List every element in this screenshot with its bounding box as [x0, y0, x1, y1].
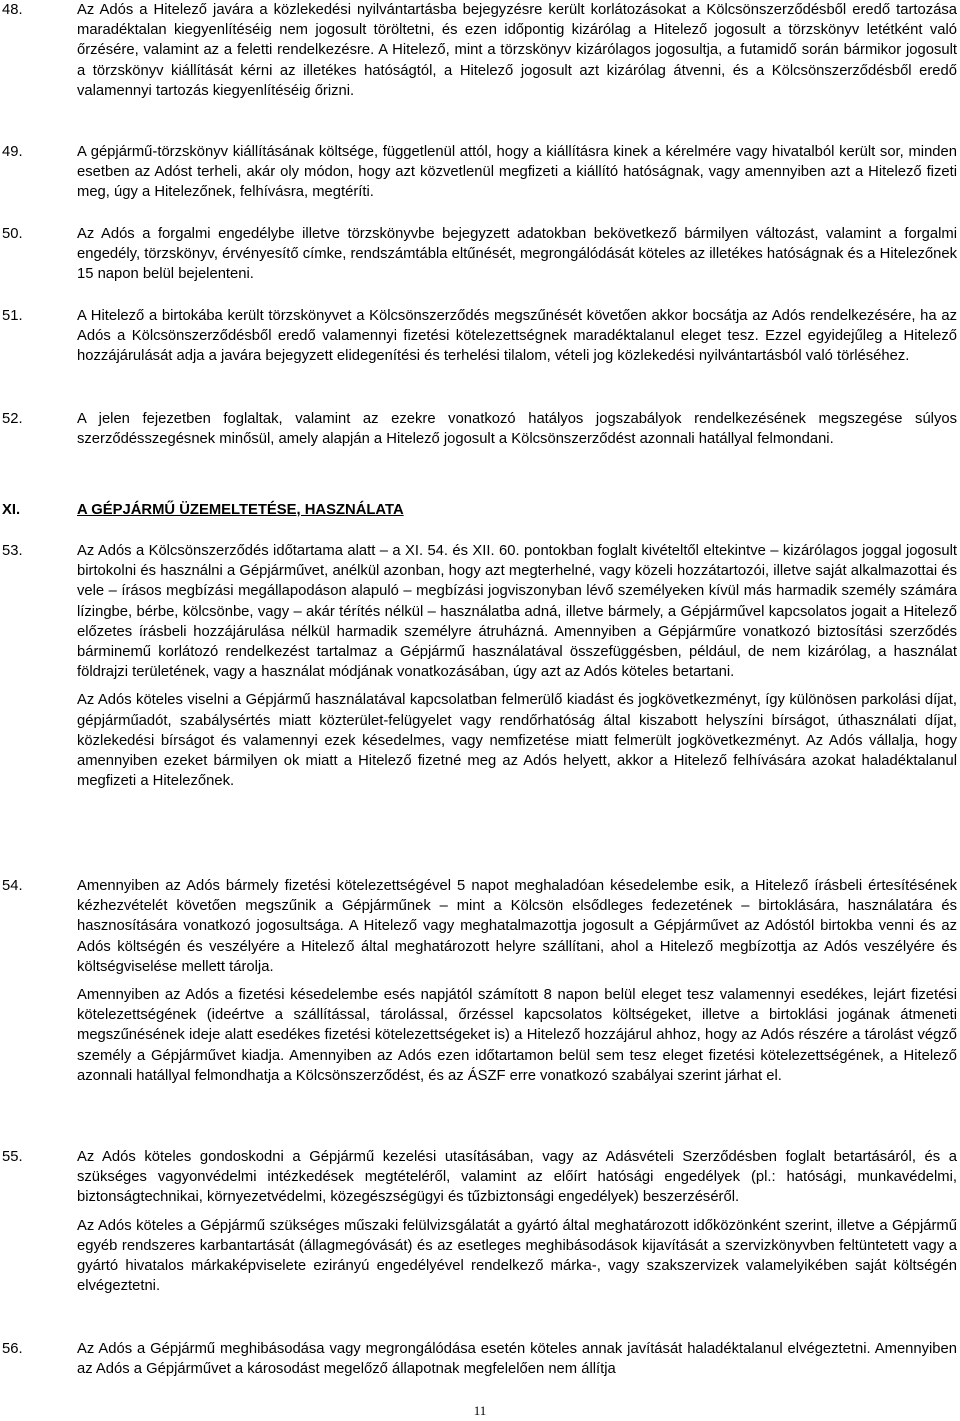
clause-body	[77, 876, 957, 1086]
clause-number: 50.	[2, 226, 23, 242]
clause-number: 56.	[2, 1341, 23, 1357]
clause-body	[77, 306, 957, 367]
clause-body	[77, 142, 957, 203]
clause-body	[77, 409, 957, 449]
clause-paragraph: A jelen fejezetben foglaltak, valamint az ezekre vonatkozó hatályos jogszabályok rendelkezésének megszegése súlyos szerződésszegésnek minősül, amely alapján a Hitelező jogosult a Kölcsönszerződést azonnali hatállyal felmondani.	[77, 411, 957, 448]
clause-paragraph: Az Adós köteles gondoskodni a Gépjármű kezelési utasításában, vagy az Adásvételi Szerződésben foglalt betartásáról, és a szükséges vagyonvédelmi intézkedések megtételéről, valamint az előírt hatósági engedélyek (pl.: hatósági, munkavédelmi, biztonságtechnikai, környezetvédelmi, közegészségügyi és tűzbiztonsági engedélyek) beszerzéséről.	[77, 1149, 957, 1206]
clause-body	[77, 541, 957, 791]
clause-paragraph: A Hitelező a birtokába került törzskönyvet a Kölcsönszerződés megszűnését követően akkor bocsátja az Adós rendelkezésére, ha az Adós a Kölcsönszerződésből eredő valamennyi fizetési kötelezettségnek maradéktalanul eleget tesz. Ezzel egyidejűleg a Hitelező hozzájárulását adja a javára bejegyzett elidegenítési és terhelési tilalom, vételi jog közlekedési nyilvántartásból való törléséhez.	[77, 308, 957, 365]
clause-number: 54.	[2, 878, 23, 894]
section-number: XI.	[2, 502, 21, 518]
clause-paragraph: Amennyiben az Adós bármely fizetési kötelezettségével 5 napot meghaladóan késedelembe esik, a Hitelező írásbeli értesítésének kézhezvételét követően megszűnik a Gépjárműnek – mint a Kölcsön elsődleges fedezetének – birtoklására, használatára és hasznosítására vonatkozó jogosultsága. A Hitelező vagy meghatalmazottja jogosult a Gépjárművet az Adóstól birtokba venni és az Adós költségén és veszélyére a Hitelező által meghatározott helyre szállítani, ahol a Hitelező megbízottja az Adós veszélyére és költségviselése mellett tárolja.	[77, 878, 957, 975]
clause-number: 53.	[2, 543, 23, 559]
clause-paragraph: Az Adós köteles viselni a Gépjármű használatával kapcsolatban felmerülő kiadást és jogkövetkezményt, így különösen parkolási díjat, gépjárműadót, szabálysértés miatt közterület-felügyelet vagy rendőrhatóság által kiszabott helyszíni bírságot, úthasználati díjat, közlekedési bírságot és valamennyi ezek késedelmes, vagy nemfizetése miatt felmerült jogkövetkezményt. Az Adós vállalja, hogy amennyiben ezeket bármilyen ok miatt a Hitelező fizetné meg az Adós helyett, akkor a Hitelező felhívására azokat haladéktalanul megfizeti a Hitelezőnek.	[77, 692, 957, 790]
page-number: 11	[473, 1403, 487, 1418]
clause-body	[77, 1147, 957, 1296]
clause-body	[77, 0, 957, 101]
clause-paragraph: A gépjármű-törzskönyv kiállításának költsége, függetlenül attól, hogy a kiállításra kinek a kérelmére vagy hivatalból került sor, minden esetben az Adóst terheli, akár oly módon, hogy azt közvetlenül megfizeti a kiállító hatóságnak, vagy amennyiben azt a Hitelező fizeti meg, úgy a Hitelezőnek, felhívásra, megtéríti.	[77, 144, 957, 201]
clause-number: 51.	[2, 308, 23, 324]
clause-paragraph: Az Adós a Hitelező javára a közlekedési nyilvántartásba bejegyzésre került korlátozásokat a Kölcsönszerződésből eredő tartozása maradéktalan kiegyenlítéséig nem jogosult töröltetni, és ezen időpontig kizárólag a Hitelező jogosult a törzskönyv letétként való őrzésére, valamint az a feletti rendelkezésre. A Hitelező, mint a törzskönyv kizárólagos jogosultja, a futamidő során bármikor jogosult a törzskönyv kiállítását kérni az illetékes hatóságtól, a Hitelező jogosult azt kizárólag átvenni, és a Kölcsönszerződésből eredő valamennyi tartozás kiegyenlítéséig őrizni.	[77, 2, 957, 99]
clause-paragraph: Amennyiben az Adós a fizetési késedelembe esés napjától számított 8 napon belül eleget tesz valamennyi esedékes, lejárt fizetési kötelezettségének (ideértve a szállítással, tárolással, őrzéssel kapcsolatos költségeket, illetve a birtoklási jogának átmeneti megszűnésének ideje alatt esedékes fizetési kötelezettségeket is) a Hitelező hozzájárul ahhoz, hogy az Adós részére a tárolást végző személy a Gépjárművet kiadja. Amennyiben az Adós ezen időtartamon belül sem tesz eleget fizetési kötelezettségének, a Hitelező azonnali hatállyal felmondhatja a Kölcsönszerződést, és az ÁSZF erre vonatkozó szabályai szerint járhat el.	[77, 987, 957, 1084]
clause-paragraph: Az Adós köteles a Gépjármű szükséges műszaki felülvizsgálatát a gyártó által meghatározott időközönként szerint, illetve a Gépjármű egyéb rendszeres karbantartását (állagmegóvását) és az esetleges meghibásodások kijavítását a szervizkönyvben feltüntetett vagy a gyártó hivatalos márkaképviselete ezirányú engedélyével rendelkező márka-, vagy szakszervizek valamelyikében saját költségén elvégeztetni.	[77, 1217, 957, 1295]
clause-body	[77, 1339, 957, 1379]
clause-number: 49.	[2, 144, 23, 160]
clause-number: 48.	[2, 2, 23, 18]
section-title: A GÉPJÁRMŰ ÜZEMELTETÉSE, HASZNÁLATA	[77, 502, 404, 518]
clause-number: 52.	[2, 411, 23, 427]
clause-paragraph: Az Adós a Gépjármű meghibásodása vagy megrongálódása esetén köteles annak javítását haladéktalanul elvégeztetni. Amennyiben az Adós a Gépjárművet a károsodást megelőző állapotnak megfelelően nem állítja	[77, 1341, 957, 1378]
clause-number: 55.	[2, 1149, 23, 1165]
clause-paragraph: Az Adós a forgalmi engedélybe illetve törzskönyvbe bejegyzett adatokban bekövetkező bármilyen változást, valamint a forgalmi engedély, törzskönyv, érvényesítő címke, rendszámtábla eltűnését, megrongálódását köteles az illetékes hatóságnak és a Hitelezőnek 15 napon belül bejelenteni.	[77, 226, 957, 283]
clause-body	[77, 224, 957, 285]
clause-paragraph: Az Adós a Kölcsönszerződés időtartama alatt – a XI. 54. és XII. 60. pontokban foglalt kivételtől eltekintve – kizárólagos joggal jogosult birtokolni és használni a Gépjárművet, anélkül azonban, hogy azt megterhelné, vagy közeli hozzátartozói, illetve saját alkalmazottai és vele – írásos megbízási megállapodáson alapuló – megbízási jogviszonyban lévő személyeken kívül más harmadik személy számára lízingbe, bérbe, kölcsönbe, vagy – akár térítés nélkül – használatba adná, illetve bármely, a Gépjárművel kapcsolatos jogait a Hitelező előzetes írásbeli hozzájárulása nélkül harmadik személyre átruházná. Amennyiben a Gépjárműre vonatkozó biztosítási szerződés bárminemű korlátozó rendelkezést tartalmaz a Gépjármű használatával összefüggésben, például, de nem kizárólag, a használat földrajzi területének, vagy a használat módjának vonatkozásában, úgy azt az Adós köteles betartani.	[77, 543, 957, 681]
